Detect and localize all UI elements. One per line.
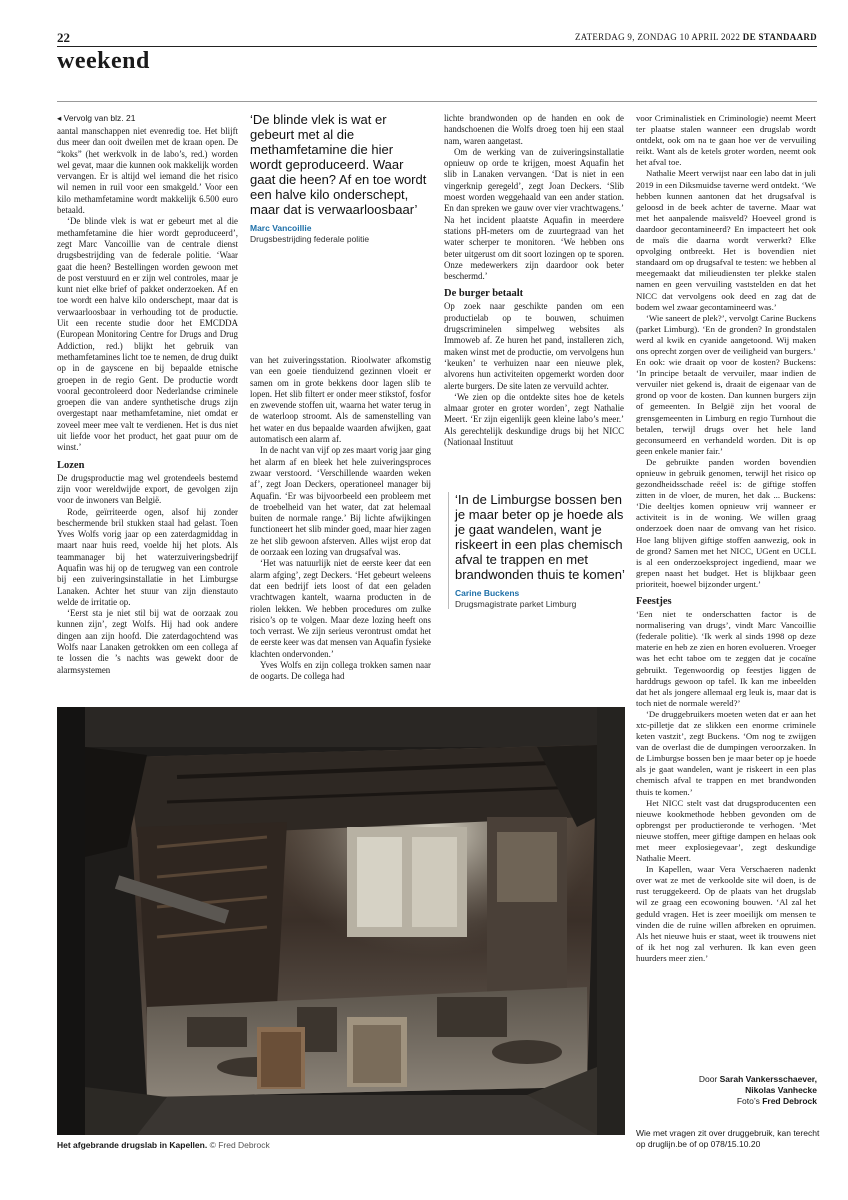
paragraph: De gebruikte panden worden bovendien opnieuw in gebruik genomen, terwijl het risico op gezondheidsschade reëel is: de giftige stoffen zitten in de vloer, de muren, het dak ... Buckens: ‘Die deeltjes komen opnieuw vrij wanneer er activiteit is in de woning. We willen graag onderzoek doen naar de omvang van het risico. Hoe lang blijven giftige stoffen aanwezig, ook in de grond? Samen met het NICC, UGent en UCLL is al een onderzoeksproject ingediend, maar we grepen naast het budget. Het is blijkbaar geen prioriteit, hoewel bijzonder urgent.’ [636, 456, 816, 589]
article-column-2 [250, 355, 431, 683]
caption-credit: © Fred Debrock [209, 1140, 270, 1150]
paragraph: lichte brandwonden op de handen en ook de handschoenen die Wolfs droeg toen hij een staal nam, waren aangetast. [444, 113, 624, 146]
subheading-feestjes: Feestjes [636, 596, 672, 608]
paragraph: ‘De blinde vlek is wat er gebeurt met al die methamfetamine die hier wordt geproduceerd’, zegt Marc Vancoillie van de centrale dienst drugsbestrijding van de federale politie. ‘Waar gaat die heen? Bestellingen worden gewoon met de post verstuurd en er zijn wel controles, maar je kunt niet elke brief of pakket onderzoeken. Af en toe wordt een halve kilo onderschept, maar dat is verwaarloosbaar in verhouding tot de productie. Uit een recente studie door het EMCDDA (European Monitoring Centre for Drugs and Drug Addiction, red.) blijkt het gebruik van methamfetamines licht toe te nemen, de drug duikt op in de gayscene en bij bepaalde etnische groepen in de regio Gent. De productie wordt vooral gecontroleerd door Nederlandse criminele groepen die van andere synthetische drugs zijn overgestapt naar methamfetamine, niet omdat er zoveel meer mee valt te verdienen. Het is dus niet uit liefde voor het product, het gaat puur om de winst.’ [57, 216, 238, 453]
paragraph: ‘Het was natuurlijk niet de eerste keer dat een alarm afging’, zegt Deckers. ‘Het gebeurt weleens dat een bedrijf iets loost of dat een geladen vrachtwagen kantelt, waarna producten in de riolen lekken. We hebben procedures om zulke risico’s op te volgen. Maar deze lozing heeft ons toch verrast. We zijn serieus verontrust omdat het de eerste keer was dat mensen van Aquafin fysieke klachten ondervonden.’ [250, 558, 431, 659]
article-column-1 [57, 113, 238, 676]
quote-role: Drugsmagistrate parket Limburg [455, 599, 577, 609]
issue-date: ZATERDAG 9, ZONDAG 10 APRIL 2022 [574, 32, 741, 42]
paragraph: ‘We zien op die ontdekte sites hoe de ketels almaar groter en groter worden’, zegt Nathalie Meert. ‘Er zijn eigenlijk geen kleine labo’s meer.’ Als gerechtelijk deskundige drugs bij het NICC (Nationaal Instituut [444, 391, 624, 448]
quote-role: Drugsbestrijding federale politie [250, 234, 370, 244]
quote-text: ‘De blinde vlek is wat er gebeurt met al die methamfetamine die hier wordt geproduceerd. Waar gaat die heen? Af en toe wordt een halve kilo onderschept, maar dat is verwaarloosbaar’ [250, 112, 427, 217]
pull-quote-vancoillie [250, 112, 428, 244]
page-number: 22 [57, 30, 70, 45]
paragraph: Het NICC stelt vast dat drugsproducenten een nieuwe kookmethode hebben gevonden om de opbrengst per productieronde te verhogen. ‘Met nieuwe stoffen, meer giftige dampen en helaas ook met meer explosiegevaar’, zegt deskundige Nathalie Meert. [636, 797, 816, 864]
paragraph: De drugsproductie mag wel grotendeels bestemd zijn voor wereldwijde export, de gevolgen zijn voor de inwoners van België. [57, 472, 238, 506]
byline [617, 1074, 817, 1107]
caption-title: Het afgebrande drugslab in Kapellen. [57, 1140, 208, 1150]
top-rule [57, 46, 817, 47]
article-column-3 [444, 113, 624, 448]
subheading-lozen: Lozen [57, 459, 85, 471]
paper-name: DE STANDAARD [742, 32, 817, 42]
paragraph: Nathalie Meert verwijst naar een labo dat in juli 2019 in een Diksmuidse taverne werd ontdekt. ‘We hebben kunnen aantonen dat het drugsafval is geloosd in de beek achter de taverne. Maar wat met het aanpalende maïsveld? Hoeveel grond is daardoor gecontamineerd? En impacteert het ook de maïs die daarna wordt verwerkt? Elke opvolging ontbreekt. Het is bovendien niet standaard om op drugsafval te testen: we hebben al meegemaakt dat milieudiensten ter plekke stalen namen en geen vervuiling vaststelden en dat het NICC dat vervolgens ook deed en zag dat de bodem wel zwaar gecontamineerd was.’ [636, 168, 816, 312]
pull-quote-buckens [448, 492, 628, 609]
paragraph: ‘Een niet te onderschatten factor is de normalisering van drugs’, vindt Marc Vancoillie (federale politie). ‘Ik werk al sinds 1998 op deze materie en heb ze zien en horen evolueren. Vroeger was het echt taboe om te zeggen dat je cocaïne gebruikt. Tegenwoordig op feestjes liggen de harddrugs gewoon op tafel. Ik kan me inbeelden dat het als jongere allemaal erg leuk is, maar dat is toch niet de normale wereld?’ [636, 609, 816, 708]
paragraph: Op zoek naar geschikte panden om een productielab op te bouwen, schuimen drugscriminelen simpelweg websites als Immoweb af. Ze huren het pand, installeren zich, maken winst met de productie, om vervolgens hun ‘keuken’ te verhuizen naar een nieuwe plek, alvorens hun activiteiten opgemerkt worden door alerte burgers. De site laten ze vervuild achter. [444, 301, 624, 391]
paragraph: ‘Wie saneert de plek?’, vervolgt Carine Buckens (parket Limburg). ‘En de gronden? In grondstalen werd al kwik en cyanide aangetoond. Wij maken ons oprecht zorgen over de veiligheid van burgers.’ En ook: wie draait op voor de kosten? Buckens: ‘In principe betaalt de vervuiler, maar indien de vervuiler niet gekend is, draait de eigenaar van de grond op voor de kosten. Dan kunnen burgers zijn of gemeenten. In België zijn het vooral de grensgemeenten in Limburg en regio Turnhout die betalen, terwijl drugs over het hele land geconsumeerd en verhandeld worden. Dit is op geen enkele manier fair.’ [636, 312, 816, 456]
photo-caption [57, 1140, 270, 1150]
subheading-burger-betaalt: De burger betaalt [444, 288, 524, 300]
paragraph: Rode, geïrriteerde ogen, alsof hij zonder beschermende bril stukken staal had gelast. Toen Yves Wolfs vorig jaar op een zaterdagmiddag in maart naar huis reed, voelde hij het plots. Als teammanager bij het waterzuiveringsbedrijf Aquafin was hij op de terugweg van een controle bij een zuiveringsinstallatie in het Limburgse Lanaken. Achter het stuur van zijn dienstauto welde de irritatie op. [57, 506, 238, 607]
byline-photographer: Fred Debrock [762, 1096, 817, 1106]
paragraph: van het zuiveringsstation. Rioolwater afkomstig van een goeie tienduizend gezinnen vloeit er samen om in grote bekkens door lagen slib te lopen. Het slib filtert er onder meer stikstof, fosfor en zwevende stoffen uit, waarna het water terug in de waterloop stroomt. Als de samenstelling van het water en dus bepaalde waarden afwijken, gaat automatisch een alarm af. [250, 355, 431, 445]
masthead [57, 30, 817, 100]
paragraph: ‘Eerst sta je niet stil bij wat de oorzaak zou kunnen zijn’, zegt Wolfs. Hij had ook andere dingen aan zijn hoofd. Die zaterdagochtend was Wolfs naar Lanaken getrokken om een collega af te lossen die ’s nachts was gewekt door de alarmsystemen [57, 608, 238, 675]
byline-authors-2: Nikolas Vanhecke [745, 1085, 817, 1095]
burnt-drug-lab-photo [57, 707, 625, 1135]
paragraph: Om de werking van de zuiveringsinstallatie opnieuw op orde te krijgen, moest Aquafin het slib in Lanaken vervangen. ‘Dat is niet in een vingerknip geregeld’, zegt Joan Deckers. ‘Slib moest worden weggehaald van een ander station. En dan spreken we gauw over vier vrachtwagens.’ Na het incident plaatste Aquafin in meerdere stations pH-meters om de zuurtegraad van het water scherper te monitoren. ‘We hebben ons beter uitgerust om dit soort lozingen op te sporen. Onze medewerkers zijn daardoor ook beter beschermd.’ [444, 146, 624, 282]
paragraph: ‘De druggebruikers moeten weten dat er aan het xtc-pilletje dat ze slikken een enorme criminele keten vastzit’, zegt Buckens. ‘Om nog te zwijgen van de overlast die de dumpingen veroorzaken. In de Limburgse bossen ben je maar beter op je hoede als je gaat wandelen, want je riskeert in een plas chemisch afval te trappen en met brandwonden thuis te komen.’ [636, 708, 816, 797]
date-line [575, 32, 817, 42]
byline-door: Door [698, 1074, 718, 1084]
byline-fotos: Foto’s [736, 1096, 760, 1106]
paragraph: Yves Wolfs en zijn collega trokken samen naar de oogarts. De collega had [250, 660, 431, 682]
article-column-4 [636, 113, 816, 964]
paragraph: In de nacht van vijf op zes maart vorig jaar ging het alarm af en bleek het hele zuiveringsproces zwaar verstoord. ‘Verschillende waarden weken af’, zegt Joan Deckers, operationeel manager bij Aquafin. ‘Er was bijvoorbeeld een probleem met de troebelheid van het water, dat zat helemaal buiten de normale range.’ Bij lichte afwijkingen functioneert het slib minder goed, maar hier zagen ze het slib gewoon afsterven. Alles wijst erop dat de oorzaak een lozing van drugsafval was. [250, 445, 431, 558]
section-rule [57, 101, 817, 102]
quote-name: Marc Vancoillie [250, 223, 312, 233]
quote-name: Carine Buckens [455, 588, 520, 598]
paragraph: In Kapellen, waar Vera Verschaeren nadenkt over wat ze met de verkoolde site wil doen, is de rust teruggekeerd. Op de plaats van het drugslab wil ze graag een ecowoning bouwen. ‘Al zal het geduld vragen. Het is zeer moeilijk om mensen te vinden die de ruïne willen afbreken en opruimen. Als het nieuwe huis er staat, weet ik trouwens niet of ik het nog zal verhuren. Ik kan even geen huurders meer zien.’ [636, 864, 816, 963]
byline-authors: Sarah Vankersschaever, [719, 1074, 817, 1084]
quote-text: ‘In de Limburgse bossen ben je maar beter op je hoede als je gaat wandelen, want je riskeert in een plas chemisch afval te trappen en met brandwonden thuis te komen’ [455, 492, 625, 582]
paragraph: voor Criminalistiek en Criminologie) neemt Meert ter plaatse stalen wanneer een drugslab wordt ontdekt, ook om na te gaan hoe ver de vervuiling reikt. Want als de ketels groter worden, neemt ook het afval toe. [636, 113, 816, 168]
section-title: weekend [57, 48, 150, 74]
help-footnote: Wie met vragen zit over druggebruik, kan terecht op druglijn.be of op 078/15.10.20 [636, 1128, 820, 1149]
paragraph: aantal manschappen niet evenredig toe. Het blijft dus meer dan ooit dweilen met de kraan open. De “koks” (het werkvolk in de labo’s, red.) worden wel gevat, maar die kunnen ook makkelijk worden vervangen. Er is altijd wel iemand die het risico wil nemen in ruil voor een smakgeld.’ Voor een kilo methamfetamine wordt makkelijk 6.500 euro betaald. [57, 126, 238, 216]
continued-from: ◂ Vervolg van blz. 21 [57, 113, 136, 123]
